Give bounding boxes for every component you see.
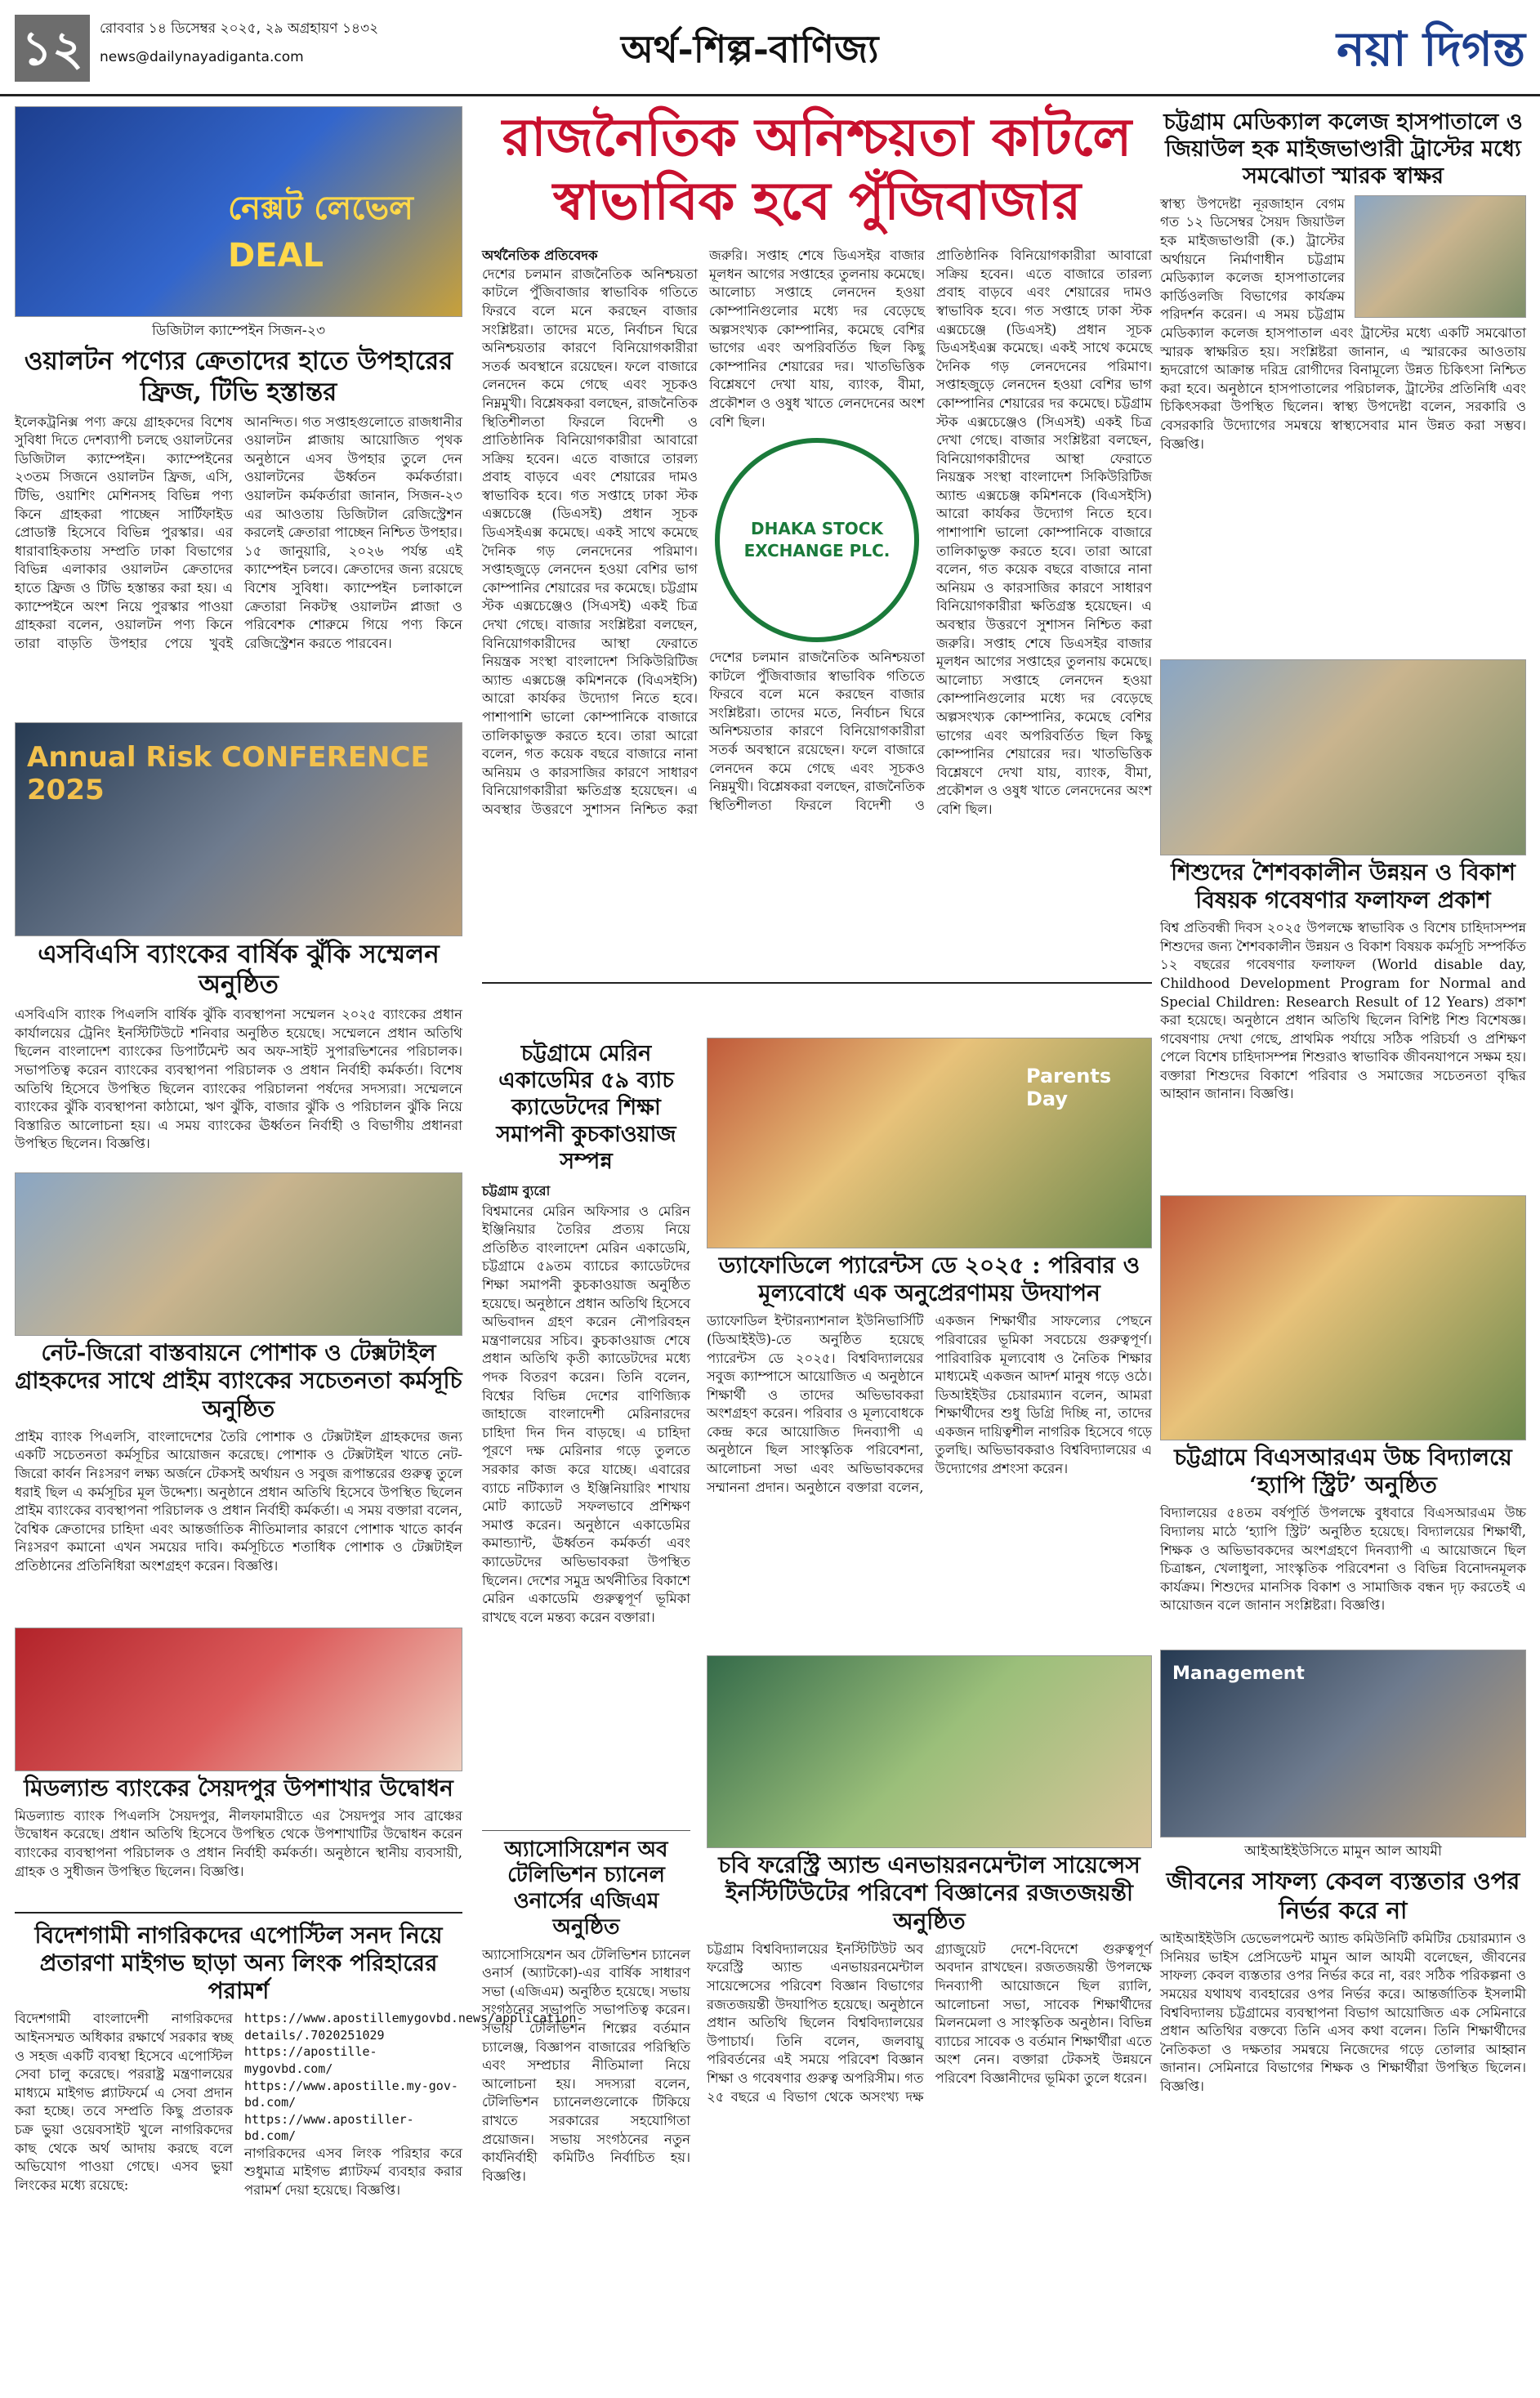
iiuc-headline[interactable]: জীবনের সাফল্য কেবল ব্যস্ততার ওপর নির্ভর করে না <box>1166 1867 1520 1924</box>
marine-byline: চট্টগ্রাম ব্যুরো <box>482 1182 551 1199</box>
fake-url-3[interactable]: https://www.apostille.my-gov-bd.com/ <box>244 2078 458 2110</box>
iiuc-caption: আইআইইউসিতে মামুন আল আযমী <box>1244 1843 1442 1860</box>
divider <box>15 1912 462 1913</box>
atco-body: অ্যাসোসিয়েশন অব টেলিভিশন চ্যানেল ওনার্স (অ্যাটকো)-এর বার্ষিক সাধারণ সভা (এজিএম) অনুষ্ঠিত হয়েছে। সভায় সংগঠনের সভাপতি সভাপতিত্ব করেন। সভায় টেলিভিশন শিল্পের বর্তমান চ্যালেঞ্জ, বিজ্ঞাপন বাজারের পরিস্থিতি এবং সম্প্রচার নীতিমালা নিয়ে আলোচনা হয়। সদস্যরা বলেন, টেলিভিশন চ্যানেলগুলোকে টিকিয়ে রাখতে সরকারের সহযোগিতা প্রয়োজন। সভায় সংগঠনের নতুন কার্যনির্বাহী কমিটিও নির্বাচিত হয়। বিজ্ঞপ্তি। <box>482 1946 690 2184</box>
child-headline[interactable]: শিশুদের শৈশবকালীন উন্নয়ন ও বিকাশ বিষয়ক গবেষণার ফলাফল প্রকাশ <box>1171 858 1515 913</box>
page-number: ১২ <box>15 15 90 82</box>
iiuc-photo <box>1160 1650 1526 1838</box>
happy-street-headline[interactable]: চট্টগ্রামে বিএসআরএম উচ্চ বিদ্যালয়ে ‘হ্যাপি স্ট্রিট’ অনুষ্ঠিত <box>1174 1444 1512 1499</box>
hospital-text: স্বাস্থ্য উপদেষ্টা নূরজাহান বেগম গত ১২ ডিসেম্বর সৈয়দ জিয়াউল হক মাইজভাণ্ডারী (ক.) ট্রাস্টের অর্থায়নে নির্মাণাধীন চট্টগ্রাম মেডিক্যাল কলেজ হাসপাতালের কার্ডিওলজি বিভাগের কার্যক্রম পরিদর্শন করেন। এ সময় চট্টগ্রাম মেডিক্যাল কলেজ হাসপাতাল এবং ট্রাস্টের মধ্যে একটি সমঝোতা স্মারক স্বাক্ষরিত হয়। সংশ্লিষ্টরা জানান, এ স্মারকের আওতায় হৃদরোগে আক্রান্ত দরিদ্র রোগীদের বিনামূল্যে উন্নত চিকিৎসা নিশ্চিত করা হবে। অনুষ্ঠানে হাসপাতালের পরিচালক, ট্রাস্টের প্রতিনিধি এবং চিকিৎসকরা উপস্থিত ছিলেন। স্বাস্থ্য উপদেষ্টা বলেন, সরকারি ও বেসরকারি উদ্যোগের সমন্বয়ে স্বাস্থ্যসেবার মান উন্নত করা সম্ভব। বিজ্ঞপ্তি। <box>1160 195 1526 452</box>
daffodil-photo <box>707 1038 1152 1248</box>
midland-body: মিডল্যান্ড ব্যাংক পিএলসি সৈয়দপুর, নীলফামারীতে এর সৈয়দপুর সাব ব্রাঞ্চের উদ্বোধন করেছে। প্রধান অতিথি হিসেবে উপস্থিত থেকে উপশাখাটির উদ্বোধন করেন ব্যাংকের ব্যবস্থাপনা পরিচালক ও প্রধান নির্বাহী কর্মকর্তা। অনুষ্ঠানে স্থানীয় ব্যবসায়ী, গ্রাহক ও সুধীজন উপস্থিত ছিলেন। বিজ্ঞপ্তি। <box>15 1807 462 1879</box>
newspaper-logo: নয়া দিগন্ত <box>1337 21 1525 77</box>
fake-url-2[interactable]: https://apostille-mygovbd.com/ <box>244 2044 377 2076</box>
divider <box>482 982 1152 984</box>
lead-headline-line-2[interactable]: স্বাভাবিক হবে পুঁজিবাজার <box>552 171 1082 233</box>
apostille-text-2: নাগরিকদের এসব লিংক পরিহার করে শুধুমাত্র মাইগভ প্ল্যাটফর্ম ব্যবহার করার পরামর্শ দেয়া হয়েছে। বিজ্ঞপ্তি। <box>244 2145 462 2198</box>
sbac-body: এসবিএসি ব্যাংক পিএলসি বার্ষিক ঝুঁকি ব্যবস্থাপনা সম্মেলন ২০২৫ ব্যাংকের প্রধান কার্যালয়ের ট্রেনিং ইনস্টিটিউটে শনিবার অনুষ্ঠিত হয়েছে। সম্মেলনে প্রধান অতিথি ছিলেন বাংলাদেশ ব্যাংকের ডিপার্টমেন্ট অব অফ-সাইট সুপারভিশনের পরিচালক। সভাপতিত্ব করেন ব্যাংকের ব্যবস্থাপনা পরিচালক ও প্রধান নির্বাহী কর্মকর্তা। বিশেষ অতিথি হিসেবে উপস্থিত ছিলেন ব্যাংকের পরিচালনা পর্ষদের সদস্যরা। সম্মেলনে ব্যাংকের ঝুঁকি ব্যবস্থাপনা কাঠামো, ঋণ ঝুঁকি, বাজার ঝুঁকি ও পরিচালন ঝুঁকি নিয়ে বিস্তারিত আলোচনা হয়। এ সময় ব্যাংকের ঊর্ধ্বতন নির্বাহী ও বিভাগীয় প্রধানরা উপস্থিত ছিলেন। বিজ্ঞপ্তি। <box>15 1007 462 1152</box>
section-title: অর্থ-শিল্প-বাণিজ্য <box>621 27 879 71</box>
contact-email[interactable]: news@dailynayadiganta.com <box>100 49 304 65</box>
fake-url-4[interactable]: https://www.apostiller-bd.com/ <box>244 2111 414 2144</box>
walton-photo <box>15 106 462 317</box>
issue-date: রোববার ১৪ ডিসেম্বর ২০২৫, ২৯ অগ্রহায়ণ ১৪৩২ <box>100 20 379 37</box>
lead-text-1: দেশের চলমান রাজনৈতিক অনিশ্চয়তা কাটলে পুঁজিবাজার স্বাভাবিক গতিতে ফিরবে বলে মনে করছেন বাজার সংশ্লিষ্টরা। তাদের মতে, নির্বাচন ঘিরে অনিশ্চয়তার কারণে বিনিয়োগকারীরা সতর্ক অবস্থানে রয়েছেন। ফলে বাজারে লেনদেন কমে গেছে এবং সূচকও নিম্নমুখী। বিশ্লেষকরা বলছেন, রাজনৈতিক স্থিতিশীলতা ফিরলে বিদেশী ও প্রাতিষ্ঠানিক বিনিয়োগকারীরা আবারো সক্রিয় হবেন। এতে বাজারে তারল্য প্রবাহ বাড়বে এবং শেয়ারের দামও স্বাভাবিক হবে। গত সপ্তাহে ঢাকা স্টক এক্সচেঞ্জে (ডিএসই) প্রধান সূচক ডিএসইএক্স কমেছে। একই সাথে কমেছে দৈনিক গড় লেনদেনের পরিমাণ। সপ্তাহজুড়ে লেনদেন হওয়া বেশির ভাগ কোম্পানির শেয়ারের দর কমেছে। চট্টগ্রাম স্টক এক্সচেঞ্জেও (সিএসই) একই চিত্র দেখা গেছে। বাজার সংশ্লিষ্টরা বলছেন, বিনিয়োগকারীদের আস্থা ফেরাতে নিয়ন্ত্রক সংস্থা বাংলাদেশ সিকিউরিটিজ অ্যান্ড এক্সচেঞ্জ কমিশনকে (বিএসইসি) আরো কার্যকর উদ্যোগ নিতে হবে। পাশাপাশি ভালো কোম্পানিকে বাজারে তালিকাভুক্ত করতে হবে। তারা আরো বলেন, গত কয়েক বছরে বাজারে নানা অনিয়ম ও কারসাজির কারণে সাধারণ বিনিয়োগকারীরা ক্ষতিগ্রস্ত হয়েছেন। এ অবস্থার উত্তরণে সুশাসন নিশ্চিত করা জরুরি। সপ্তাহ শেষে ডিএসইর বাজার মূলধন আগের সপ্তাহের তুলনায় কমেছে। আলোচ্য সপ্তাহে লেনদেন হওয়া কোম্পানিগুলোর মধ্যে দর বেড়েছে অল্পসংখ্যক কোম্পানির, কমেছে বেশির ভাগের এবং অপরিবর্তিত ছিল কিছু কোম্পানির শেয়ারের দর। খাতভিত্তিক বিশ্লেষণে দেখা যায়, ব্যাংক, বীমা, প্রকৌশল ও ওষুধ খাতে লেনদেনের অংশ বেশি ছিল। <box>482 248 925 817</box>
lead-story <box>482 106 1152 2184</box>
child-body: বিশ্ব প্রতিবন্ধী দিবস ২০২৫ উপলক্ষে স্বাভাবিক ও বিশেষ চাহিদাসম্পন্ন শিশুদের জন্য শৈশবকালীন উন্নয়ন ও বিকাশ বিষয়ক কর্মসূচি সম্পর্কিত ১২ বছরের গবেষণার ফলাফল (World disable day, Childhood Development Program for Normal and Special Children: Research Result of 12 Years) প্রকাশ করা হয়েছে। অনুষ্ঠানে প্রধান অতিথি ছিলেন বিশিষ্ট শিশু বিশেষজ্ঞ। গবেষণায় দেখা গেছে, প্রাথমিক পর্যায়ে সঠিক পরিচর্যা ও প্রশিক্ষণ পেলে বিশেষ চাহিদাসম্পন্ন শিশুরাও স্বাভাবিক জীবনযাপনে সক্ষম হয়। বক্তারা শিশুদের বিকাশে পরিবার ও সমাজের সচেতনতা বৃদ্ধির আহ্বান জানান। বিজ্ঞপ্তি। <box>1160 920 1526 1102</box>
apostille-headline[interactable]: বিদেশগামী নাগরিকদের এপোস্টিল সনদ নিয়ে প্রতারণা মাইগভ ছাড়া অন্য লিংক পরিহারের পরামর্শ <box>34 1921 443 2005</box>
lead-headline-line-1[interactable]: রাজনৈতিক অনিশ্চয়তা কাটলে <box>502 107 1132 168</box>
iiuc-photo-text: Management <box>1172 1663 1305 1685</box>
apostille-text: বিদেশগামী বাংলাদেশী নাগরিকদের আইনসম্মত অধিকার রক্ষার্থে সরকার স্বচ্ছ ও সহজ একটি ব্যবস্থা হিসেবে এপোস্টিল সেবা চালু করেছে। পররাষ্ট্র মন্ত্রণালয়ের মাধ্যমে মাইগভ প্ল্যাটফর্মে এ সেবা প্রদান করা হচ্ছে। তবে সম্প্রতি কিছু প্রতারক চক্র ভুয়া ওয়েবসাইট খুলে নাগরিকদের কাছ থেকে অর্থ আদায় করছে বলে অভিযোগ পাওয়া গেছে। এসব ভুয়া লিংকের মধ্যে রয়েছে: <box>15 2011 233 2193</box>
lead-body <box>482 247 1152 974</box>
marine-story <box>482 1038 690 2273</box>
daffodil-headline[interactable]: ড্যাফোডিলে প্যারেন্টস ডে ২০২৫ : পরিবার ও মূল্যবোধে এক অনুপ্রেরণাময় উদযাপন <box>718 1252 1140 1307</box>
daffodil-story <box>707 1038 1152 2277</box>
atco-headline[interactable]: অ্যাসোসিয়েশন অব টেলিভিশন চ্যানেল ওনার্সের এজিএম অনুষ্ঠিত <box>504 1837 668 1940</box>
walton-body: ইলেকট্রনিক্স পণ্য ক্রয়ে গ্রাহকদের বিশেষ সুবিধা দিতে দেশব্যাপী চলছে ওয়ালটনের ডিজিটাল ক্যাম্পেইন। ক্যাম্পেইনের ২৩তম সিজনে ওয়ালটন ফ্রিজ, এসি, টিভি, ওয়াশিং মেশিনসহ বিভিন্ন পণ্য কিনে গ্রাহকরা পাচ্ছেন সার্টিফাইড প্রোডাক্ট হিসেবে বিভিন্ন পুরস্কার। এর ধারাবাহিকতায় সম্প্রতি ঢাকা বিভাগের বিভিন্ন এলাকার ওয়ালটন ক্রেতাদের হাতে ফ্রিজ ও টিভি হস্তান্তর করা হয়। এ ক্যাম্পেইনে অংশ নিয়ে পুরস্কার পাওয়া গ্রাহকরা বলেন, ওয়ালটন পণ্য কিনে তারা বাড়তি উপহার পেয়ে খুবই আনন্দিত। গত সপ্তাহগুলোতে রাজধানীর ওয়ালটন প্লাজায় আয়োজিত পৃথক অনুষ্ঠানে এসব উপহার তুলে দেন ওয়ালটনের ঊর্ধ্বতন কর্মকর্তারা। ওয়ালটন কর্মকর্তারা জানান, সিজন-২৩ এর আওতায় ডিজিটাল রেজিস্ট্রেশন করলেই ক্রেতারা পাচ্ছেন নিশ্চিত উপহার। ১৫ জানুয়ারি, ২০২৬ পর্যন্ত এই ক্যাম্পেইন চলবে। ক্রেতাদের জন্য রয়েছে বিশেষ সুবিধা। ক্যাম্পেইন চলাকালে ক্রেতারা নিকটস্থ ওয়ালটন প্লাজা ও পরিবেশক শোরুমে গিয়ে পণ্য কিনে রেজিস্ট্রেশন করতে পারবেন। <box>15 413 462 651</box>
hospital-photo <box>1355 195 1526 318</box>
iiuc-body: আইআইইউসি ডেভেলপমেন্ট অ্যান্ড কমিউনিটি কমিটির চেয়ারম্যান ও সিনিয়র ভাইস প্রেসিডেন্ট মামুন আল আযমী বলেছেন, জীবনের সাফল্য কেবল ব্যস্ততার ওপর নির্ভর করে না, বরং সঠিক পরিকল্পনা ও সময়ের যথাযথ ব্যবহারের ওপর নির্ভর করে। আন্তর্জাতিক ইসলামী বিশ্ববিদ্যালয় চট্টগ্রামের ব্যবস্থাপনা বিভাগ আয়োজিত এক সেমিনারে প্রধান অতিথির বক্তব্যে তিনি এসব কথা বলেন। তিনি শিক্ষার্থীদের নৈতিকতা ও দক্ষতার সমন্বয়ে নিজেদের গড়ে তোলার আহ্বান জানান। সেমিনারে বিভাগের শিক্ষক ও শিক্ষার্থীরা উপস্থিত ছিলেন। বিজ্ঞপ্তি। <box>1160 1931 1526 2094</box>
cvasu-body: চট্টগ্রাম বিশ্ববিদ্যালয়ের ইনস্টিটিউট অব ফরেস্ট্রি অ্যান্ড এনভায়রনমেন্টাল সায়েন্সেসের পরিবেশ বিজ্ঞান বিভাগের রজতজয়ন্তী উদযাপিত হয়েছে। অনুষ্ঠানে প্রধান অতিথি ছিলেন বিশ্ববিদ্যালয়ের উপাচার্য। তিনি বলেন, জলবায়ু পরিবর্তনের এই সময়ে পরিবেশ বিজ্ঞান শিক্ষা ও গবেষণার গুরুত্ব অপরিসীম। গত ২৫ বছরে এ বিভাগ থেকে অসংখ্য দক্ষ গ্র্যাজুয়েট দেশে-বিদেশে গুরুত্বপূর্ণ অবদান রাখছেন। রজতজয়ন্তী উপলক্ষে দিনব্যাপী আয়োজনে ছিল র‌্যালি, আলোচনা সভা, সাবেক শিক্ষার্থীদের মিলনমেলা ও সাংস্কৃতিক অনুষ্ঠান। বিভিন্ন ব্যাচের সাবেক ও বর্তমান শিক্ষার্থীরা এতে অংশ নেন। বক্তারা টেকসই উন্নয়নে পরিবেশ বিজ্ঞানীদের ভূমিকা তুলে ধরেন। <box>707 1940 1152 2105</box>
sbac-headline[interactable]: এসবিএসি ব্যাংকের বার্ষিক ঝুঁকি সম্মেলন অনুষ্ঠিত <box>38 939 440 1000</box>
prime-photo <box>15 1172 462 1336</box>
daffodil-photo-text: Parents Day <box>1026 1065 1112 1110</box>
cvasu-headline[interactable]: চবি ফরেস্ট্রি অ্যান্ড এনভায়রনমেন্টাল সায়েন্সেস ইনস্টিটিউটের পরিবেশ বিজ্ঞানের রজতজয়ন্তী অনুষ্ঠিত <box>718 1851 1140 1935</box>
page-header <box>0 0 1540 96</box>
fake-url-1[interactable]: https://www.apostillemygovbd.news/application-details/.7020251029 <box>244 2011 584 2043</box>
lead-byline: অর্থনৈতিক প্রতিবেদক <box>482 248 598 264</box>
cvasu-photo <box>707 1655 1152 1848</box>
midland-headline[interactable]: মিডল্যান্ড ব্যাংকের সৈয়দপুর উপশাখার উদ্বোধন <box>24 1774 453 1802</box>
daffodil-body: ড্যাফোডিল ইন্টারন্যাশনাল ইউনিভার্সিটি (ডিআইইউ)-তে অনুষ্ঠিত হয়েছে প্যারেন্টস ডে ২০২৫। বিশ্ববিদ্যালয়ের সবুজ ক্যাম্পাসে আয়োজিত এ অনুষ্ঠানে শিক্ষার্থী ও তাদের অভিভাবকরা অংশগ্রহণ করেন। পরিবার ও মূল্যবোধকে কেন্দ্র করে আয়োজিত দিনব্যাপী এ অনুষ্ঠানে ছিল সাংস্কৃতিক পরিবেশনা, আলোচনা সভা এবং অভিভাবকদের সম্মাননা প্রদান। অনুষ্ঠানে বক্তারা বলেন, একজন শিক্ষার্থীর সাফল্যের পেছনে পরিবারের ভূমিকা সবচেয়ে গুরুত্বপূর্ণ। পারিবারিক মূল্যবোধ ও নৈতিক শিক্ষার মাধ্যমেই একজন আদর্শ মানুষ গড়ে ওঠে। ডিআইইউর চেয়ারম্যান বলেন, আমরা শিক্ষার্থীদের শুধু ডিগ্রি দিচ্ছি না, তাদের একজন দায়িত্বশীল নাগরিক হিসেবে গড়ে তুলছি। অভিভাবকরাও বিশ্ববিদ্যালয়ের এ উদ্যোগের প্রশংসা করেন। <box>707 1313 1152 1495</box>
walton-caption: ডিজিটাল ক্যাম্পেইন সিজন-২৩ <box>151 323 326 339</box>
divider <box>482 1830 690 1831</box>
column-right <box>1160 106 1526 2110</box>
walton-photo-text: নেক্সট লেভেল DEAL <box>228 190 413 275</box>
happy-street-body: বিদ্যালয়ের ৫৪তম বর্ষপূর্তি উপলক্ষে বুধবারে বিএসআরএম উচ্চ বিদ্যালয় মাঠে ‘হ্যাপি স্ট্রিট’ অনুষ্ঠিত হয়েছে। বিদ্যালয়ের শিক্ষার্থী, শিক্ষক ও অভিভাবকদের অংশগ্রহণে দিনব্যাপী এ আয়োজনে ছিল চিত্রাঙ্কন, খেলাধুলা, সাংস্কৃতিক পরিবেশনা ও বিভিন্ন বিনোদনমূলক কার্যক্রম। শিশুদের মানসিক বিকাশ ও সামাজিক বন্ধন দৃঢ় করতেই এ আয়োজন বলে জানান সংশ্লিষ্টরা। বিজ্ঞপ্তি। <box>1160 1505 1526 1614</box>
hospital-body <box>1160 195 1526 653</box>
sbac-photo-text: Annual Risk CONFERENCE 2025 <box>27 740 430 806</box>
midland-photo <box>15 1628 462 1771</box>
hospital-headline[interactable]: চট্টগ্রাম মেডিক্যাল কলেজ হাসপাতালে ও জিয়াউল হক মাইজভাণ্ডারী ট্রাস্টের মধ্যে সমঝোতা স্মারক স্বাক্ষর <box>1163 109 1523 189</box>
sbac-photo <box>15 722 462 936</box>
walton-headline[interactable]: ওয়ালটন পণ্যের ক্রেতাদের হাতে উপহারের ফ্রিজ, টিভি হস্তান্তর <box>24 346 453 407</box>
prime-headline[interactable]: নেট-জিরো বাস্তবায়নে পোশাক ও টেক্সটাইল গ্রাহকদের সাথে প্রাইম ব্যাংকের সচেতনতা কর্মসূচি অনুষ্ঠিত <box>15 1339 462 1422</box>
happy-street-photo <box>1160 1195 1526 1440</box>
marine-headline[interactable]: চট্টগ্রামে মেরিন একাডেমির ৫৯ ব্যাচ ক্যাডেটদের শিক্ষা সমাপনী কুচকাওয়াজ সম্পন্ন <box>496 1041 676 1174</box>
prime-body: প্রাইম ব্যাংক পিএলসি, বাংলাদেশের তৈরি পোশাক ও টেক্সটাইল গ্রাহকদের জন্য একটি সচেতনতা কর্মসূচির আয়োজন করেছে। পোশাক ও টেক্সটাইল খাতে নেট-জিরো কার্বন নিঃসরণ লক্ষ্য অর্জনে টেকসই অর্থায়ন ও সবুজ রূপান্তরের গুরুত্ব তুলে ধরাই ছিল এ কর্মসূচির মূল উদ্দেশ্য। অনুষ্ঠানে প্রধান অতিথি হিসেবে উপস্থিত ছিলেন প্রাইম ব্যাংকের ব্যবস্থাপনা পরিচালক ও প্রধান নির্বাহী কর্মকর্তা। এ সময় বক্তারা বলেন, বৈশ্বিক ক্রেতাদের চাহিদা এবং আন্তর্জাতিক নীতিমালার কারণে পোশাক খাতে কার্বন নিঃসরণ কমানো এখন সময়ের দাবি। কর্মসূচিতে শতাধিক পোশাক ও টেক্সটাইল প্রতিষ্ঠানের প্রতিনিধিরা অংশগ্রহণ করেন। বিজ্ঞপ্তি। <box>15 1428 462 1574</box>
hospital-photo-2 <box>1160 659 1526 855</box>
lead-text-2: দেশের চলমান রাজনৈতিক অনিশ্চয়তা কাটলে পুঁজিবাজার স্বাভাবিক গতিতে ফিরবে বলে মনে করছেন বাজার সংশ্লিষ্টরা। তাদের মতে, নির্বাচন ঘিরে অনিশ্চয়তার কারণে বিনিয়োগকারীরা সতর্ক অবস্থানে রয়েছেন। ফলে বাজারে লেনদেন কমে গেছে এবং সূচকও নিম্নমুখী। বিশ্লেষকরা বলছেন, রাজনৈতিক স্থিতিশীলতা ফিরলে বিদেশী ও প্রাতিষ্ঠানিক বিনিয়োগকারীরা আবারো সক্রিয় হবেন। এতে বাজারে তারল্য প্রবাহ বাড়বে এবং শেয়ারের দামও স্বাভাবিক হবে। গত সপ্তাহে ঢাকা স্টক এক্সচেঞ্জে (ডিএসই) প্রধান সূচক ডিএসইএক্স কমেছে। একই সাথে কমেছে দৈনিক গড় লেনদেনের পরিমাণ। সপ্তাহজুড়ে লেনদেন হওয়া বেশির ভাগ কোম্পানির শেয়ারের দর কমেছে। চট্টগ্রাম স্টক এক্সচেঞ্জেও (সিএসই) একই চিত্র দেখা গেছে। বাজার সংশ্লিষ্টরা বলছেন, বিনিয়োগকারীদের আস্থা ফেরাতে নিয়ন্ত্রক সংস্থা বাংলাদেশ সিকিউরিটিজ অ্যান্ড এক্সচেঞ্জ কমিশনকে (বিএসইসি) আরো কার্যকর উদ্যোগ নিতে হবে। পাশাপাশি ভালো কোম্পানিকে বাজারে তালিকাভুক্ত করতে হবে। তারা আরো বলেন, গত কয়েক বছরে বাজারে নানা অনিয়ম ও কারসাজির কারণে সাধারণ বিনিয়োগকারীরা ক্ষতিগ্রস্ত হয়েছেন। এ অবস্থার উত্তরণে সুশাসন নিশ্চিত করা জরুরি। সপ্তাহ শেষে ডিএসইর বাজার মূলধন আগের সপ্তাহের তুলনায় কমেছে। আলোচ্য সপ্তাহে লেনদেন হওয়া কোম্পানিগুলোর মধ্যে দর বেড়েছে অল্পসংখ্যক কোম্পানির, কমেছে বেশির ভাগের এবং অপরিবর্তিত ছিল কিছু কোম্পানির শেয়ারের দর। খাতভিত্তিক বিশ্লেষণে দেখা যায়, ব্যাংক, বীমা, প্রকৌশল ও ওষুধ খাতে লেনদেনের অংশ বেশি ছিল। <box>709 248 1152 817</box>
marine-body: বিশ্বমানের মেরিন অফিসার ও মেরিন ইঞ্জিনিয়ার তৈরির প্রত্যয় নিয়ে প্রতিষ্ঠিত বাংলাদেশ মেরিন একাডেমি, চট্টগ্রামে ৫৯তম ব্যাচের ক্যাডেটদের শিক্ষা সমাপনী কুচকাওয়াজ অনুষ্ঠিত হয়েছে। অনুষ্ঠানে প্রধান অতিথি হিসেবে অভিবাদন গ্রহণ করেন নৌপরিবহন মন্ত্রণালয়ের সচিব। কুচকাওয়াজ শেষে প্রধান অতিথি কৃতী ক্যাডেটদের মধ্যে পদক বিতরণ করেন। তিনি বলেন, বিশ্বের বিভিন্ন দেশের বাণিজ্যিক জাহাজে বাংলাদেশী মেরিনারদের চাহিদা দিন দিন বাড়ছে। এ চাহিদা পূরণে দক্ষ মেরিনার গড়ে তুলতে সরকার কাজ করে যাচ্ছে। এবারের ব্যাচে নটিক্যাল ও ইঞ্জিনিয়ারিং শাখায় মোট ক্যাডেট সফলভাবে প্রশিক্ষণ সমাপ্ত করেন। অনুষ্ঠানে একাডেমির কমান্ড্যান্ট, ঊর্ধ্বতন কর্মকর্তা এবং ক্যাডেটদের অভিভাবকরা উপস্থিত ছিলেন। দেশের সমুদ্র অর্থনীতির বিকাশে মেরিন একাডেমি গুরুত্বপূর্ণ ভূমিকা রাখছে বলে মন্তব্য করেন বক্তারা। <box>482 1203 690 1625</box>
dse-logo: DHAKA STOCK EXCHANGE PLC. <box>715 438 919 642</box>
apostille-body <box>15 2010 584 2262</box>
